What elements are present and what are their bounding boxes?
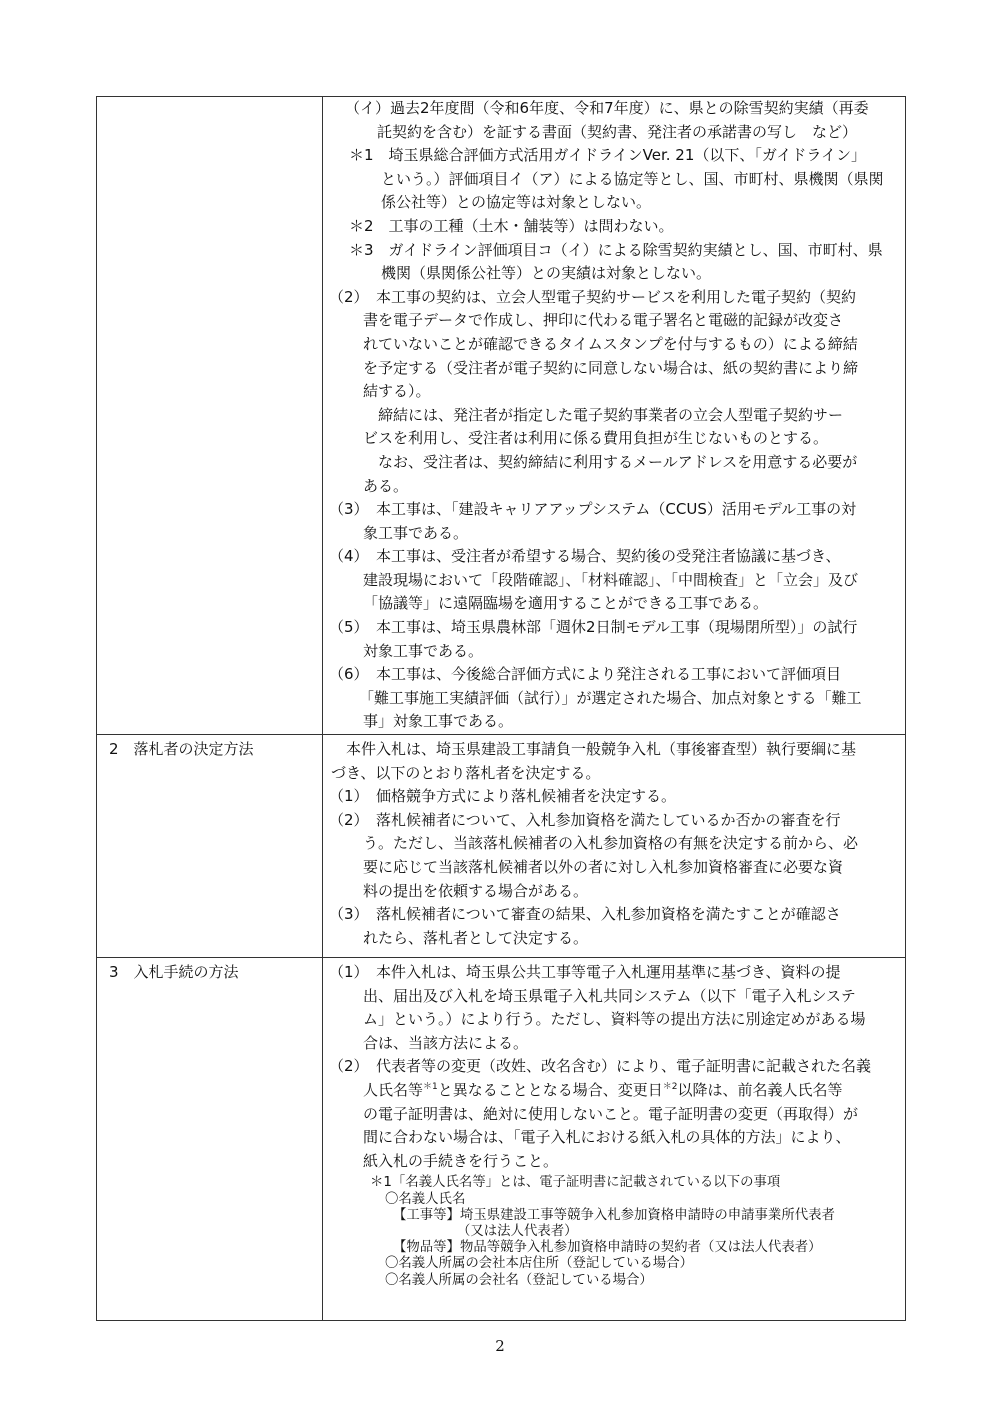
footnote-line: 〇名義人所属の会社本店住所（登記している場合）	[385, 1256, 693, 1272]
item-line: （1） 本件入札は、埼玉県公共工事等電子入札運用基準に基づき、資料の提	[329, 963, 841, 982]
page-number: 2	[495, 1337, 505, 1355]
text-line: 本件入札は、埼玉県建設工事請負一般競争入札（事後審査型）執行要綱に基	[346, 740, 857, 759]
item-line: を予定する（受注者が電子契約に同意しない場合は、紙の契約書により締	[363, 358, 859, 377]
note-line: ＊2 工事の工種（土木・舗装等）は問わない。	[349, 216, 674, 235]
item-line: なお、受注者は、契約締結に利用するメールアドレスを用意する必要が	[378, 452, 858, 471]
row-label: 2 落札者の決定方法	[109, 740, 254, 759]
footnote-line: ＊1「名義人氏名等」とは、電子証明書に記載されている以下の事項	[370, 1175, 781, 1191]
item-line: 間に合わない場合は、「電子入札における紙入札の具体的方法」により、	[363, 1128, 851, 1147]
item-line: 建設現場において「段階確認」、「材料確認」、「中間検査」と「立会」及び	[363, 570, 859, 589]
item-line: 書を電子データで作成し、押印に代わる電子署名と電磁的記録が改変さ	[363, 311, 844, 330]
item-line: 紙入札の手続きを行うこと。	[363, 1151, 559, 1170]
footnote-line: 〇名義人氏名	[385, 1191, 466, 1207]
text-span: 人氏名等	[363, 1081, 424, 1099]
item-line	[329, 1079, 899, 1103]
item-line: （2） 本工事の契約は、立会人型電子契約サービスを利用した電子契約（契約	[329, 287, 857, 306]
item-line: （4） 本工事は、受注者が希望する場合、契約後の受発注者協議に基づき、	[329, 547, 841, 566]
table-row	[97, 735, 906, 958]
text-line: 託契約を含む）を証する書面（契約書、発注者の承諾書の写し など）	[377, 122, 858, 141]
item-line: （5） 本工事は、埼玉県農林部「週休2日制モデル工事（現場閉所型）」の試行	[329, 618, 858, 637]
item-line: （2） 落札候補者について、入札参加資格を満たしているか否かの審査を行	[329, 810, 841, 829]
conditions-table	[96, 96, 906, 1321]
note-line: ＊1 埼玉県総合評価方式活用ガイドラインVer. 21（以下、「ガイドライン」	[349, 146, 866, 165]
row-label	[97, 97, 322, 100]
row-content-cell	[323, 958, 906, 1321]
item-line: 合は、当該方法による。	[363, 1033, 529, 1052]
item-line: の電子証明書は、絶対に使用しないこと。電子証明書の変更（再取得）が	[363, 1104, 859, 1123]
item-line: 結する）。	[363, 382, 431, 401]
table-row	[97, 97, 906, 735]
note-line: 機関（県関係公社等）との実績は対象としない。	[381, 264, 712, 283]
note-line: 係公社等）との協定等は対象としない。	[381, 193, 652, 212]
item-line: 要に応じて当該落札候補者以外の者に対し入札参加資格審査に必要な資	[363, 858, 844, 876]
text-line: （イ）過去2年度間（令和6年度、令和7年度）に、県との除雪契約実績（再委	[345, 99, 869, 117]
footnote-ref: ＊1	[423, 1082, 438, 1092]
footnote-line: 【工事等】埼玉県建設工事等競争入札参加資格申請時の申請事業所代表者	[393, 1207, 835, 1223]
footnote-line: 【物品等】物品等競争入札参加資格申請時の契約者（又は法人代表者）	[393, 1240, 822, 1256]
item-line: （6） 本工事は、今後総合評価方式により発注される工事において評価項目	[329, 665, 842, 684]
item-line: （1） 価格競争方式により落札候補者を決定する。	[329, 787, 677, 806]
note-line: ＊3 ガイドライン評価項目コ（イ）による除雪契約実績とし、国、市町村、県	[349, 240, 883, 259]
item-line: （3） 落札候補者について審査の結果、入札参加資格を満たすことが確認さ	[329, 905, 841, 924]
item-line: 事」対象工事である。	[363, 712, 514, 731]
item-line: 対象工事である。	[363, 641, 484, 660]
row-label-cell	[97, 735, 323, 958]
note-line: という。）評価項目イ（ア）による協定等とし、国、市町村、県機関（県関	[381, 169, 884, 188]
footnote-ref: ＊2	[662, 1082, 678, 1092]
item-line: う。ただし、当該落札候補者の入札参加資格の有無を決定する前から、必	[363, 834, 859, 853]
footnote-line: 〇名義人所属の会社名（登記している場合）	[385, 1272, 653, 1288]
item-line: れたら、落札者として決定する。	[363, 928, 589, 947]
table-row	[97, 958, 906, 1321]
footnote-block	[329, 1173, 899, 1288]
row-label: 3 入札手続の方法	[109, 963, 239, 982]
text-line: づき、以下のとおり落札者を決定する。	[331, 763, 601, 782]
item-line: （2） 代表者等の変更（改姓、改名含む）により、電子証明書に記載された名義	[329, 1057, 872, 1076]
item-line: ある。	[363, 476, 409, 495]
item-line: ビスを利用し、受注者は利用に係る費用負担が生じないものとする。	[363, 429, 829, 448]
row-label-cell	[97, 97, 323, 735]
item-line: 「難工事施工実績評価（試行）」が選定された場合、加点対象とする「難工	[359, 688, 862, 707]
footnote-line: （又は法人代表者）	[457, 1223, 578, 1239]
text-span: 以降は、前名義人氏名等	[677, 1081, 843, 1099]
item-line: 「協議等」に遠隔臨場を適用することができる工事である。	[363, 594, 769, 613]
item-line: （3） 本工事は、「建設キャリアアップシステム（CCUS）活用モデル工事の対	[329, 500, 857, 519]
item-line: ム」という。）により行う。ただし、資料等の提出方法に別途定めがある場	[363, 1010, 866, 1029]
item-line: 出、届出及び入札を埼玉県電子入札共同システム（以下「電子入札システ	[363, 986, 856, 1005]
text-span: と異なることとなる場合、変更日	[437, 1081, 663, 1099]
item-line: 料の提出を依頼する場合がある。	[363, 881, 589, 900]
row-content-cell	[323, 97, 906, 735]
item-line: れていないことが確認できるタイムスタンプを付与するもの）による締結	[363, 334, 858, 353]
row-label-cell	[97, 958, 323, 1321]
row-content-cell	[323, 735, 906, 958]
item-line: 締結には、発注者が指定した電子契約事業者の立会人型電子契約サー	[378, 405, 844, 424]
item-line: 象工事である。	[363, 523, 469, 542]
